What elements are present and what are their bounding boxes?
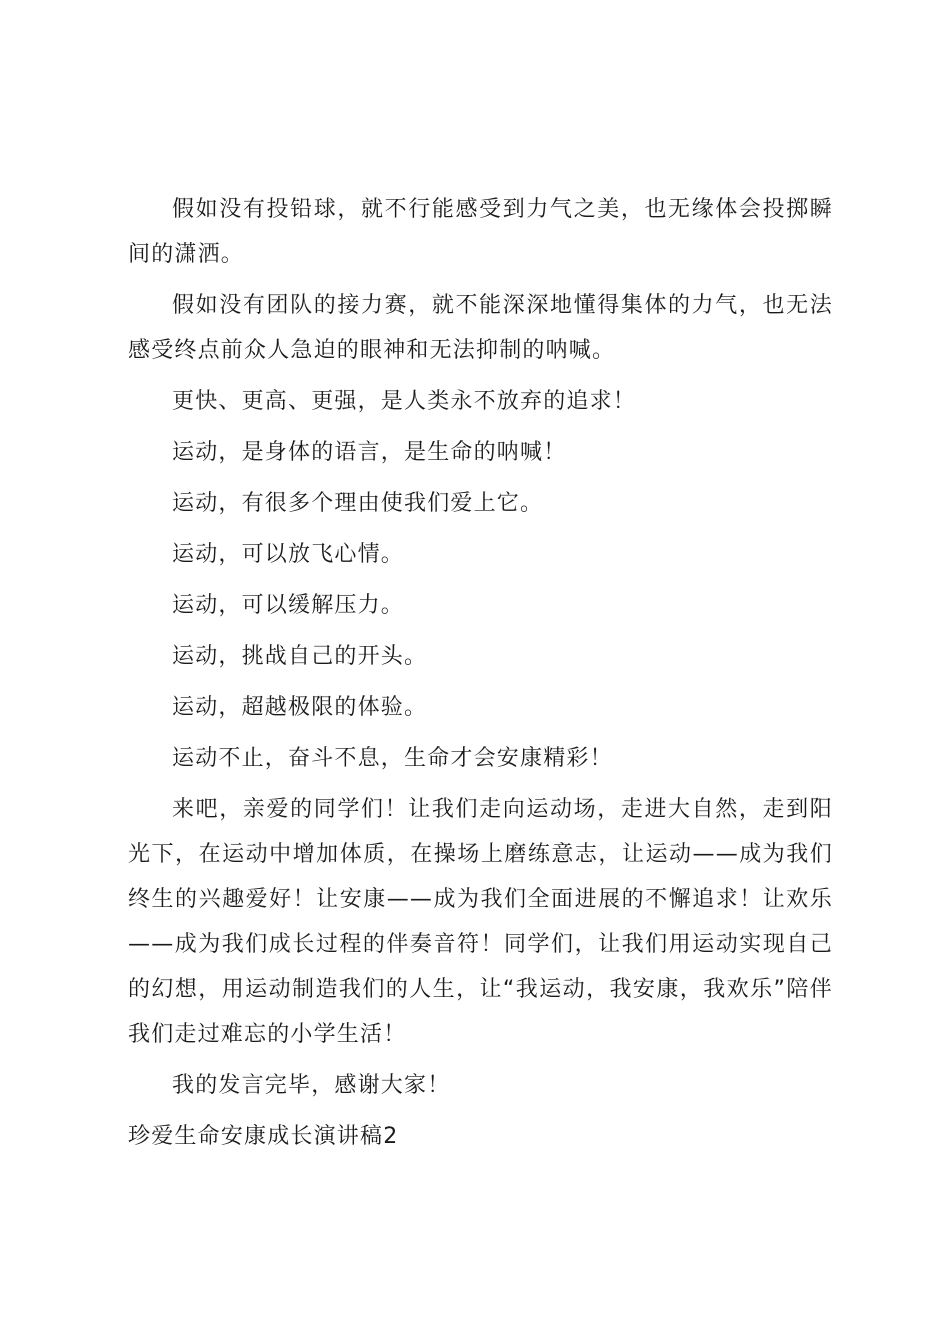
- paragraph: 运动，有很多个理由使我们爱上它。: [172, 491, 544, 516]
- paragraph: 运动，可以放飞心情。: [172, 542, 405, 567]
- paragraph: 运动，挑战自己的开头。: [172, 644, 428, 669]
- paragraph: 更快、更高、更强，是人类永不放弃的追求！: [172, 389, 637, 414]
- paragraph: 运动，超越极限的体验。: [172, 695, 428, 720]
- document-body: [128, 187, 833, 1159]
- paragraph: 我的发言完毕，感谢大家！: [172, 1073, 451, 1098]
- paragraph: 运动，可以缓解压力。: [172, 593, 405, 618]
- paragraph: 运动不止，奋斗不息，生命才会安康精彩！: [172, 746, 613, 771]
- paragraph: 假如没有团队的接力赛，就不能深深地懂得集体的力气，也无法感受终点前众人急迫的眼神和无法抑制的呐喊。: [128, 293, 833, 363]
- section-title: 珍爱生命安康成长演讲稿2: [128, 1124, 399, 1149]
- paragraph: 假如没有投铅球，就不行能感受到力气之美，也无缘体会投掷瞬间的潇洒。: [128, 197, 833, 267]
- paragraph: 来吧，亲爱的同学们！让我们走向运动场，走进大自然，走到阳光下，在运动中增加体质，在操场上磨练意志，让运动——成为我们终生的兴趣爱好！让安康——成为我们全面进展的不懈追求！让欢乐——成为我们成长过程的伴奏音符！同学们，让我们用运动实现自己的幻想，用运动制造我们的人生，让“我运动，我安康，我欢乐”陪伴我们走过难忘的小学生活！: [128, 797, 833, 1047]
- paragraph: 运动，是身体的语言，是生命的呐喊！: [172, 440, 567, 465]
